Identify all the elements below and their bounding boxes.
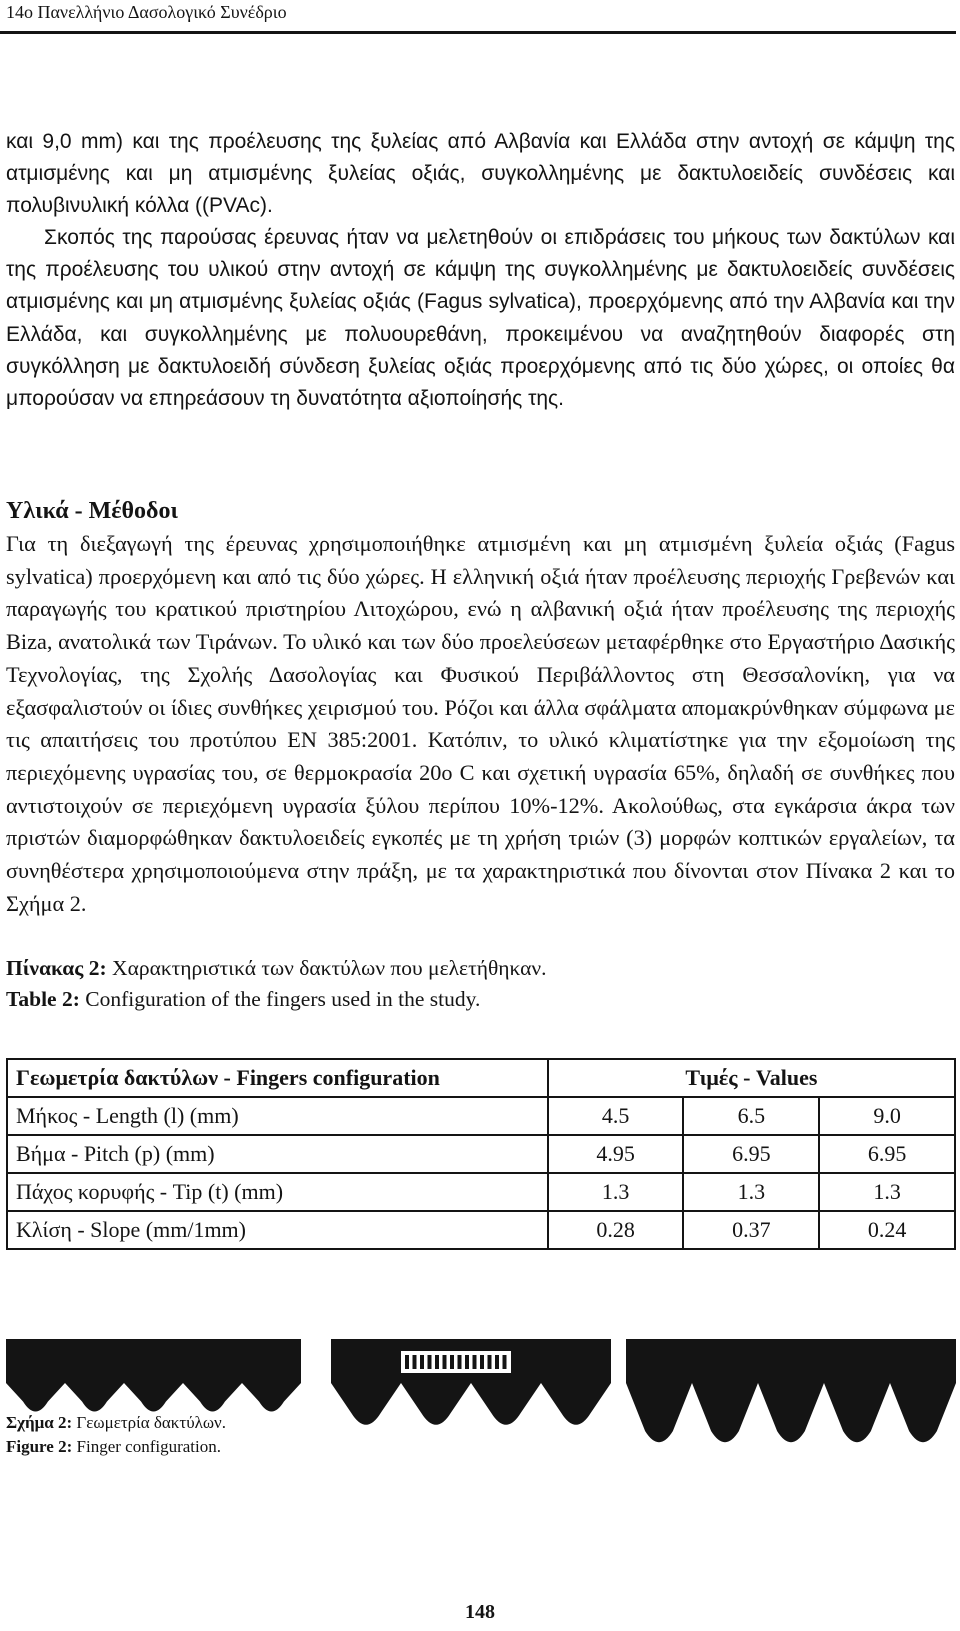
- scale-label-strip: [401, 1351, 511, 1373]
- table-cell-value: 4.5: [548, 1097, 684, 1135]
- intro-text: [6, 126, 955, 415]
- scale-tick: [428, 1355, 432, 1369]
- scale-tick: [495, 1355, 499, 1369]
- intro-paragraph-1: και 9,0 mm) και της προέλευσης της ξυλείας από Αλβανία και Ελλάδα στην αντοχή σε κάμψη της ατμισμένης και μη ατμισμένης ξυλείας οξιάς, συγκολλημένης με δακτυλοειδείς συνδέσεις και πολυβινυλική κόλλα ((PVAc).: [6, 130, 955, 218]
- figure-caption-english-text: Finger configuration.: [72, 1437, 221, 1456]
- table-caption-greek: [6, 956, 547, 981]
- table-cell-value: 1.3: [819, 1173, 955, 1211]
- figure-caption-greek: [6, 1413, 226, 1433]
- table-row: [7, 1173, 955, 1211]
- scale-tick: [503, 1355, 507, 1369]
- table-caption-greek-text: Χαρακτηριστικά των δακτύλων που μελετήθηκαν.: [106, 956, 547, 980]
- finger-cutter-profile: [6, 1339, 301, 1412]
- table-cell-value: 6.95: [683, 1135, 819, 1173]
- scale-tick: [480, 1355, 484, 1369]
- scale-tick: [465, 1355, 469, 1369]
- table-cell-value: 9.0: [819, 1097, 955, 1135]
- scale-tick: [458, 1355, 462, 1369]
- section-heading: Υλικά - Μέθοδοι: [6, 498, 178, 524]
- figure-caption-english-label: Figure 2:: [6, 1437, 73, 1456]
- methods-text: [6, 528, 955, 920]
- scale-tick: [420, 1355, 424, 1369]
- table-cell-value: 0.28: [548, 1211, 684, 1249]
- figure-caption-english: [6, 1437, 221, 1457]
- table-header-row: [7, 1059, 955, 1097]
- table-cell-label: Μήκος - Length (l) (mm): [7, 1097, 548, 1135]
- table-cell-value: 6.95: [819, 1135, 955, 1173]
- table-caption-english: [6, 987, 480, 1012]
- methods-paragraph: Για τη διεξαγωγή της έρευνας χρησιμοποιήθηκε ατμισμένη και μη ατμισμένη ξυλεία οξιάς (Fagus sylvatica) προερχόμενη και από τις δύο χώρες. Η ελληνική οξιά ήταν προέλευσης περιοχής Γρεβενών και παραγωγής του κρατικού πριστηρίου Λιτοχώρου, ενώ η αλβανική οξιά ήταν προέλευσης της περιοχής Biza, ανατολικά των Τιράνων. Το υλικό και των δύο προελεύσεων μεταφέρθηκε στο Εργαστήριο Δασικής Τεχνολογίας, της Σχολής Δασολογίας και Φυσικού Περιβάλλοντος στη Θεσσαλονίκη, για να εξασφαλιστούν οι ίδιες συνθήκες χειρισμού του. Ρόζοι και άλλα σφάλματα απομακρύνθηκαν σύμφωνα με τις απαιτήσεις του προτύπου EN 385:2001. Κατόπιν, το υλικό κλιματίστηκε για την εξομοίωση της περιεχόμενης υγρασίας του, σε θερμοκρασία 20ο C και σχετική υγρασία 65%, δηλαδή σε συνθήκες που αντιστοιχούν σε περιεχόμενη υγρασία ξύλου περίπου 10%-12%. Ακολούθως, στα εγκάρσια άκρα των πριστών διαμορφώθηκαν δακτυλοειδείς εγκοπές με τη χρήση τριών (3) μορφών κοπτικών εργαλείων, τα συνηθέστερα χρησιμοποιούμενα στην πράξη, με τα χαρακτηριστικά που δίνονται στον Πίνακα 2 και το Σχήμα 2.: [6, 531, 955, 916]
- table-row: [7, 1097, 955, 1135]
- table-caption-greek-label: Πίνακας 2:: [6, 956, 107, 980]
- table-cell-label: Βήμα - Pitch (p) (mm): [7, 1135, 548, 1173]
- table-caption-english-text: Configuration of the fingers used in the study.: [79, 987, 481, 1011]
- running-head: 14ο Πανελλήνιο Δασολογικό Συνέδριο: [6, 2, 287, 22]
- scale-tick: [443, 1355, 447, 1369]
- scale-tick: [435, 1355, 439, 1369]
- header-rule: [0, 31, 956, 34]
- intro-paragraph-2: Σκοπός της παρούσας έρευνας ήταν να μελετηθούν οι επιδράσεις του μήκους των δακτύλων και της προέλευσης του υλικού στην αντοχή σε κάμψη της συγκολλημένης με δακτυλοειδείς συνδέσεις ατμισμένης και μη ατμισμένης ξυλείας οξιάς (Fagus sylvatica), προερχόμενης από την Αλβανία και την Ελλάδα, και συγκολλημένης με πολυουρεθάνη, προκειμένου να αναζητηθούν διαφορές στη συγκόλληση με δακτυλοειδή σύνδεση ξυλείας οξιάς προερχόμενης από τις δύο χώρες, οι οποίες θα μπορούσαν να επηρεάσουν τη δυνατότητα αξιοποίησής της.: [6, 226, 955, 410]
- table-header-geometry: Γεωμετρία δακτύλων - Fingers configuration: [7, 1059, 548, 1097]
- scale-tick: [413, 1355, 417, 1369]
- finger-cutter-profile: [626, 1339, 956, 1442]
- table-row: [7, 1135, 955, 1173]
- scale-tick: [473, 1355, 477, 1369]
- table-caption-english-label: Table 2:: [6, 987, 80, 1011]
- scale-tick: [450, 1355, 454, 1369]
- figure-caption-greek-label: Σχήμα 2:: [6, 1413, 73, 1432]
- table-row: [7, 1211, 955, 1249]
- table-cell-value: 4.95: [548, 1135, 684, 1173]
- scale-tick: [405, 1355, 409, 1369]
- page-number: 148: [465, 1601, 495, 1623]
- table-cell-value: 0.37: [683, 1211, 819, 1249]
- figure-caption-greek-text: Γεωμετρία δακτύλων.: [72, 1413, 226, 1432]
- table-cell-value: 0.24: [819, 1211, 955, 1249]
- table-cell-label: Κλίση - Slope (mm/1mm): [7, 1211, 548, 1249]
- fingers-table: [6, 1058, 956, 1250]
- table-header-values: Τιμές - Values: [548, 1059, 955, 1097]
- table-cell-value: 1.3: [683, 1173, 819, 1211]
- table-cell-label: Πάχος κορυφής - Tip (t) (mm): [7, 1173, 548, 1211]
- scale-tick: [488, 1355, 492, 1369]
- table-cell-value: 6.5: [683, 1097, 819, 1135]
- table-cell-value: 1.3: [548, 1173, 684, 1211]
